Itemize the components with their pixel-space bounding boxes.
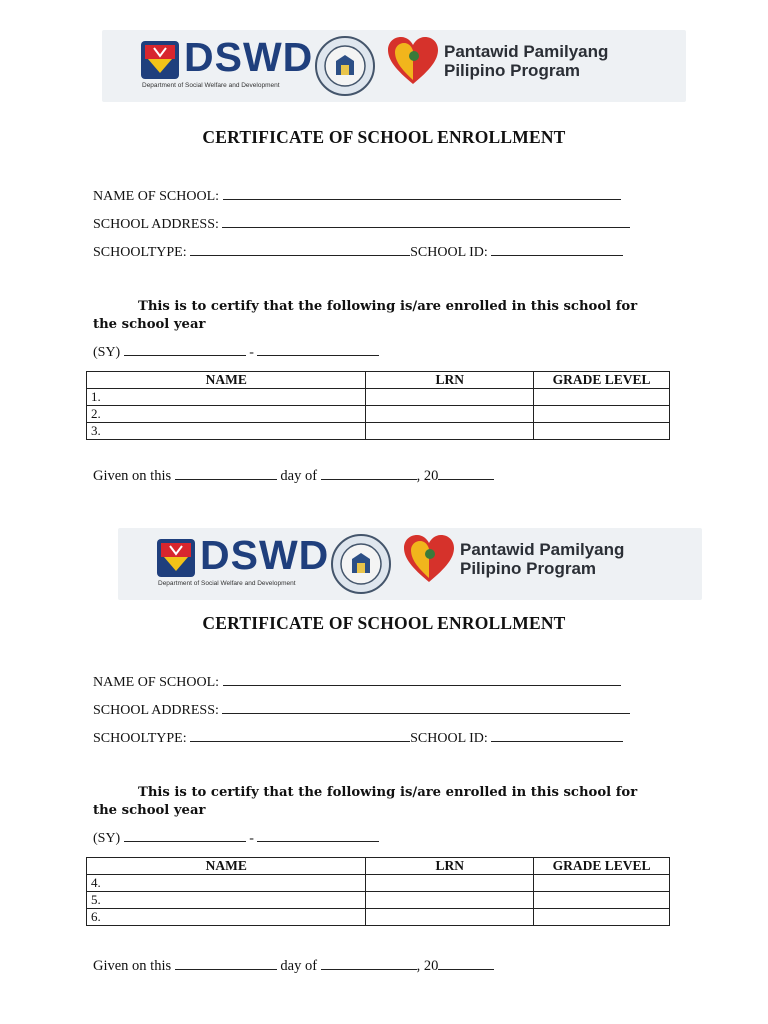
sy-label: (SY) [93,831,121,846]
name-column-header: NAME [87,372,366,389]
grade-level-cell[interactable] [534,909,670,926]
row-number[interactable]: 4. [87,875,366,892]
name-of-school-blank[interactable] [223,674,621,686]
lrn-cell[interactable] [366,875,534,892]
school-address-label: SCHOOL ADDRESS: [93,703,219,718]
grade-level-cell[interactable] [534,389,670,406]
row-number[interactable]: 3. [87,423,366,440]
grade-level-cell[interactable] [534,892,670,909]
dswd-department-name: Department of Social Welfare and Development [158,580,296,587]
certify-statement [93,298,653,334]
school-id-label: SCHOOL ID: [410,731,488,746]
given-day-blank[interactable] [175,958,277,970]
header-banner [102,30,686,102]
sy-dash: - [249,831,254,846]
table-row [87,389,670,406]
name-of-school-label: NAME OF SCHOOL: [93,675,220,690]
table-row [87,875,670,892]
schooltype-field [93,244,623,261]
program-line-2: Pilipino Program [460,559,597,578]
grade-level-cell[interactable] [534,423,670,440]
given-year-prefix: , 20 [416,958,439,974]
given-year-blank[interactable] [438,468,494,480]
name-column-header: NAME [87,858,366,875]
given-month-blank[interactable] [321,958,417,970]
given-day-of: day of [280,958,318,974]
dswd-department-name: Department of Social Welfare and Development [142,82,280,89]
table-row [87,892,670,909]
program-line-2: Pilipino Program [444,61,581,80]
name-of-school-field [93,188,621,205]
grade-level-cell[interactable] [534,875,670,892]
school-address-blank[interactable] [222,216,630,228]
row-number[interactable]: 6. [87,909,366,926]
program-line-1: Pantawid Pamilyang [444,42,609,61]
given-day-of: day of [280,468,318,484]
row-number[interactable]: 1. [87,389,366,406]
schooltype-blank[interactable] [190,730,410,742]
lrn-cell[interactable] [366,406,534,423]
given-year-prefix: , 20 [416,468,439,484]
lrn-column-header: LRN [366,858,534,875]
name-of-school-field [93,674,621,691]
enrollee-table [86,371,670,440]
certify-text: This is to certify that the following is/are enrolled in this school for the school year [93,299,638,332]
sy-start-blank[interactable] [124,830,246,842]
lrn-cell[interactable] [366,909,534,926]
given-prefix: Given on this [93,958,172,974]
pantawid-heart-icon [386,36,440,86]
table-row [87,423,670,440]
enrollee-table [86,857,670,926]
school-address-label: SCHOOL ADDRESS: [93,217,219,232]
table-row [87,406,670,423]
table-header-row [87,372,670,389]
header-banner [118,528,702,600]
given-year-blank[interactable] [438,958,494,970]
given-on-line [93,468,494,485]
sy-dash: - [249,345,254,360]
school-id-label: SCHOOL ID: [410,245,488,260]
sy-end-blank[interactable] [257,344,379,356]
given-day-blank[interactable] [175,468,277,480]
dswd-acronym: DSWD [184,34,314,80]
table-header-row [87,858,670,875]
school-id-blank[interactable] [491,244,623,256]
lrn-cell[interactable] [366,423,534,440]
table-row [87,909,670,926]
certificate-title: CERTIFICATE OF SCHOOL ENROLLMENT [202,613,566,633]
sy-label: (SY) [93,345,121,360]
name-of-school-blank[interactable] [223,188,621,200]
program-name [460,540,624,578]
school-year-field [93,344,379,361]
row-number[interactable]: 5. [87,892,366,909]
dswd-acronym: DSWD [200,532,330,578]
schooltype-blank[interactable] [190,244,410,256]
sy-end-blank[interactable] [257,830,379,842]
pantawid-heart-icon [402,534,456,584]
dswd-flag-icon [156,538,196,578]
school-id-blank[interactable] [491,730,623,742]
school-address-blank[interactable] [222,702,630,714]
certify-statement [93,784,653,820]
schooltype-label: SCHOOLTYPE: [93,731,187,746]
school-year-field [93,830,379,847]
given-month-blank[interactable] [321,468,417,480]
given-on-line [93,958,494,975]
name-of-school-label: NAME OF SCHOOL: [93,189,220,204]
given-prefix: Given on this [93,468,172,484]
dswd-flag-icon [140,40,180,80]
grade-level-column-header: GRADE LEVEL [534,858,670,875]
lrn-cell[interactable] [366,389,534,406]
sy-start-blank[interactable] [124,344,246,356]
deped-seal-icon [314,35,376,97]
row-number[interactable]: 2. [87,406,366,423]
grade-level-column-header: GRADE LEVEL [534,372,670,389]
grade-level-cell[interactable] [534,406,670,423]
school-address-field [93,702,630,719]
schooltype-label: SCHOOLTYPE: [93,245,187,260]
certify-text: This is to certify that the following is/are enrolled in this school for the school year [93,785,638,818]
lrn-cell[interactable] [366,892,534,909]
program-name [444,42,608,80]
program-line-1: Pantawid Pamilyang [460,540,625,559]
certificate-title: CERTIFICATE OF SCHOOL ENROLLMENT [202,127,566,147]
schooltype-field [93,730,623,747]
school-address-field [93,216,630,233]
deped-seal-icon [330,533,392,595]
lrn-column-header: LRN [366,372,534,389]
